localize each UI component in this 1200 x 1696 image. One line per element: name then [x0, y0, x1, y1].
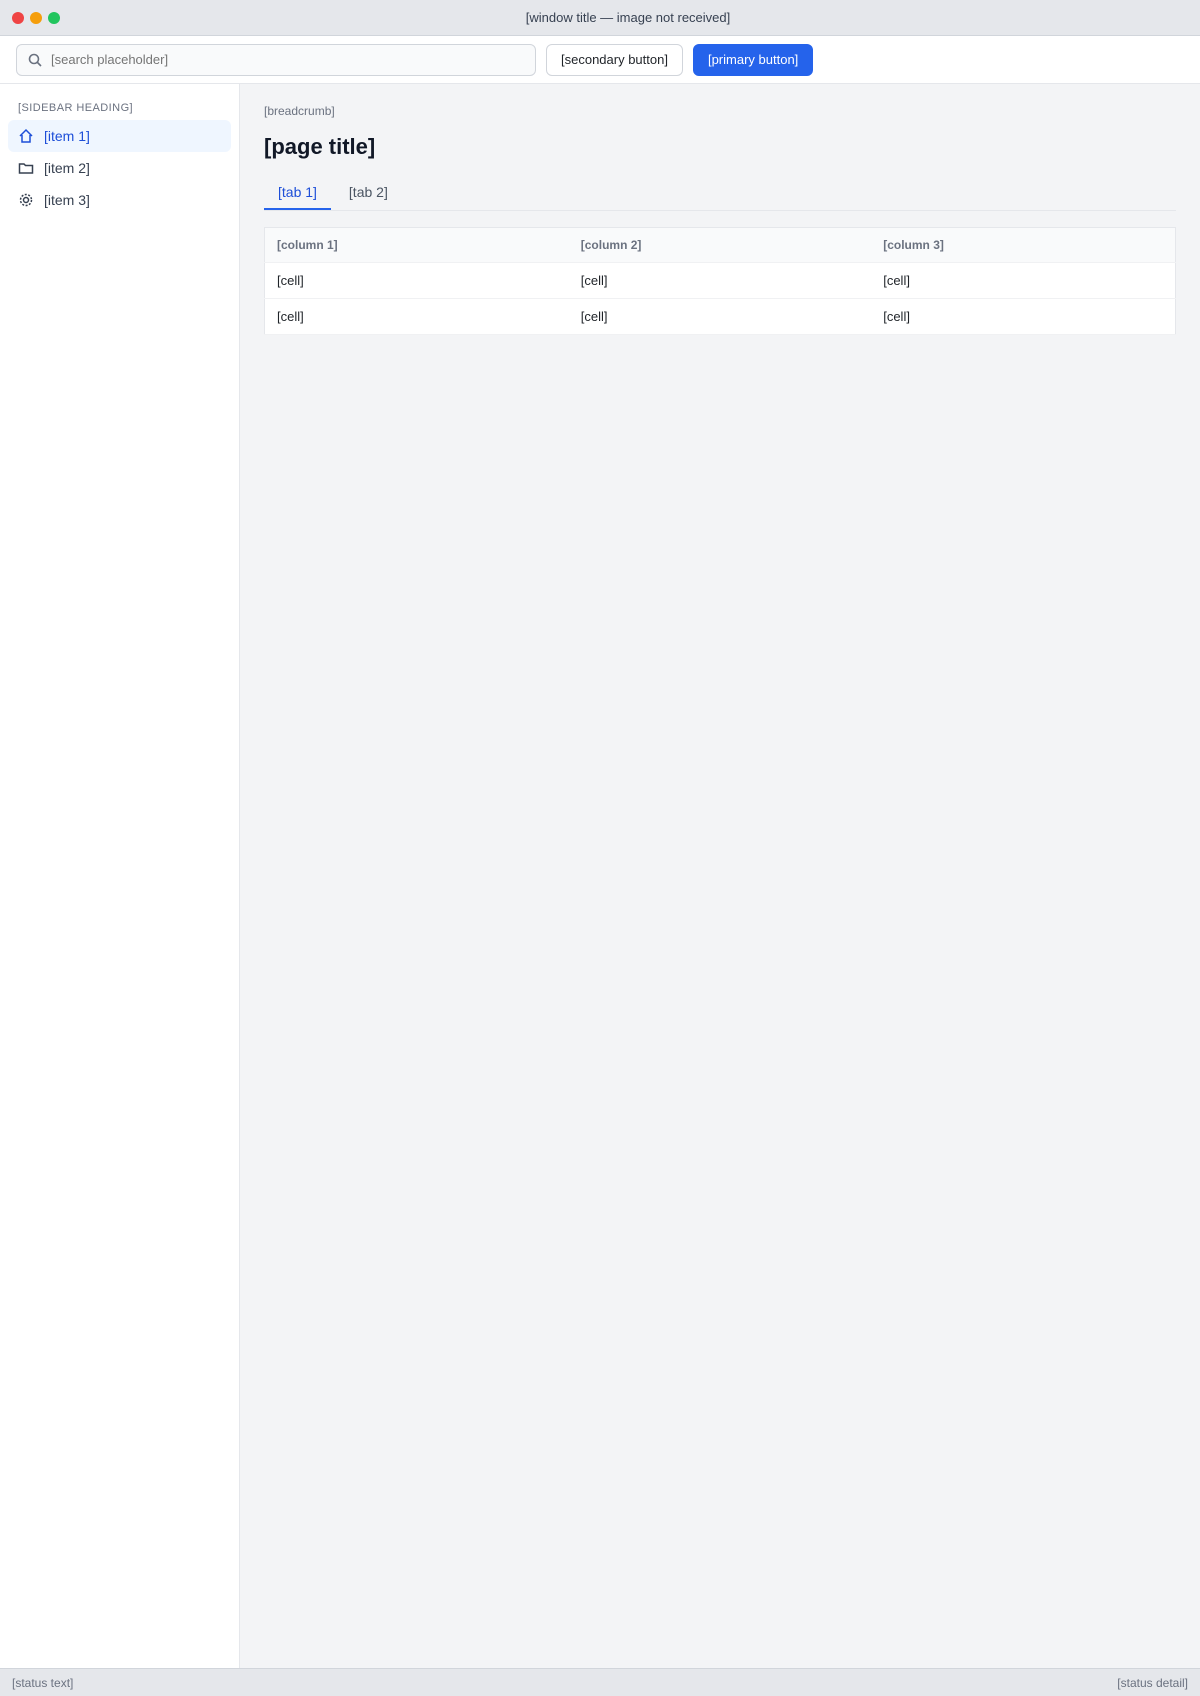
status-detail: [status detail]	[1117, 1675, 1188, 1690]
search-icon	[27, 52, 43, 68]
window-titlebar	[0, 0, 1200, 36]
secondary-button[interactable]: [secondary button]	[546, 44, 683, 76]
home-icon	[18, 128, 34, 144]
table-cell: [cell]	[871, 299, 1175, 335]
search-input[interactable]	[51, 52, 525, 67]
tab-2[interactable]: [tab 2]	[348, 184, 388, 200]
sidebar-heading: [SIDEBAR HEADING]	[18, 102, 134, 114]
data-table	[264, 227, 1176, 335]
tab-bar	[264, 176, 1176, 211]
sidebar-item-label: [item 3]	[44, 192, 90, 208]
status-bar	[0, 1668, 1200, 1696]
sidebar-item-3[interactable]	[8, 184, 231, 216]
page-title: [page title]	[264, 134, 376, 159]
folder-icon	[18, 160, 34, 176]
toolbar	[0, 36, 1200, 84]
sidebar-item-label: [item 1]	[44, 128, 90, 144]
column-header[interactable]: [column 2]	[569, 228, 871, 263]
table-row[interactable]	[265, 263, 1176, 299]
search-box[interactable]	[16, 44, 536, 76]
window-title: [window title — image not received]	[525, 10, 731, 25]
sidebar	[0, 84, 240, 1668]
maximize-window-button[interactable]	[48, 12, 60, 24]
sidebar-item-2[interactable]	[8, 152, 231, 184]
table-cell: [cell]	[265, 299, 569, 335]
workspace	[0, 84, 1200, 1668]
gear-icon	[18, 192, 34, 208]
tab-1[interactable]: [tab 1]	[264, 176, 331, 210]
table-header-row	[265, 228, 1176, 263]
main-content	[240, 84, 1200, 1668]
table-cell: [cell]	[265, 263, 569, 299]
column-header[interactable]: [column 1]	[265, 228, 569, 263]
table-cell: [cell]	[569, 263, 871, 299]
sidebar-item-label: [item 2]	[44, 160, 90, 176]
window-controls	[12, 12, 60, 24]
table-cell: [cell]	[569, 299, 871, 335]
close-window-button[interactable]	[12, 12, 24, 24]
sidebar-item-1[interactable]	[8, 120, 231, 152]
table-cell: [cell]	[871, 263, 1175, 299]
primary-button[interactable]: [primary button]	[693, 44, 813, 76]
column-header[interactable]: [column 3]	[871, 228, 1175, 263]
status-text: [status text]	[12, 1675, 74, 1690]
breadcrumb[interactable]: [breadcrumb]	[264, 104, 335, 118]
minimize-window-button[interactable]	[30, 12, 42, 24]
table-row[interactable]	[265, 299, 1176, 335]
